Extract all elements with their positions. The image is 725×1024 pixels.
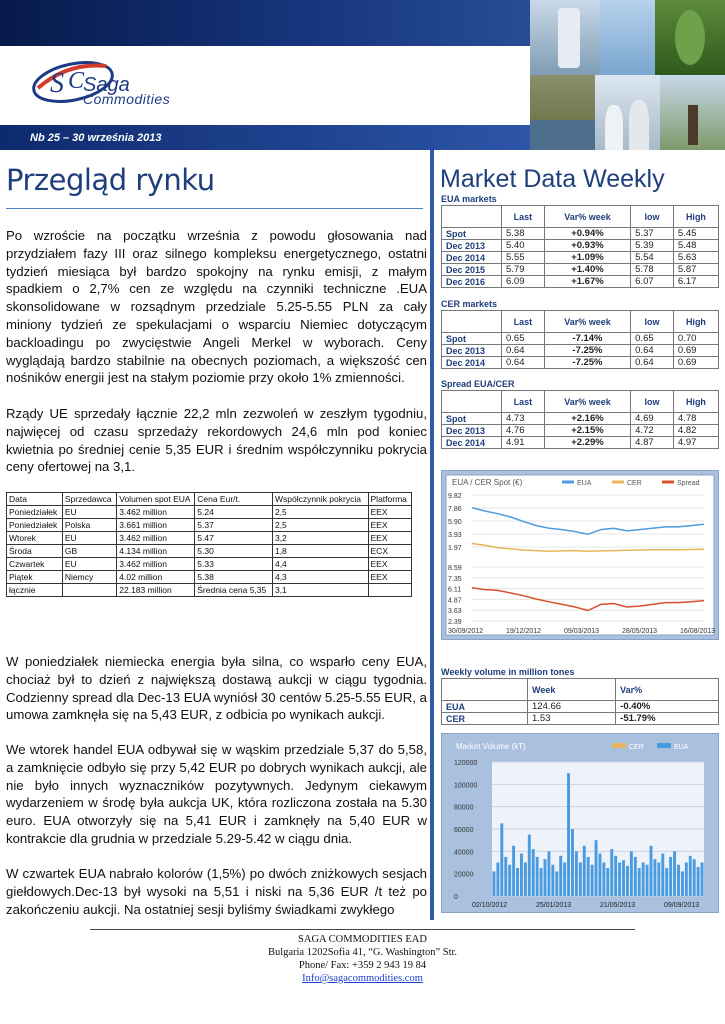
market-header-row: [442, 311, 719, 333]
spread-label: Spread EUA/CER: [441, 379, 515, 389]
market-cell: 0.64: [631, 357, 674, 369]
x-tick-label: 19/12/2012: [506, 628, 542, 635]
table-cell: 2,5: [272, 519, 368, 532]
table-cell: 5.30: [195, 545, 273, 558]
market-header-cell: [442, 206, 502, 228]
market-header-cell: Last: [502, 311, 545, 333]
market-header-row: [442, 206, 719, 228]
paragraph-1: Po wzroście na początku września z powodu głosowania nad przydziałem fazy III oraz silnego kompleksu energetycznego, ostatni tydzień miesiąca był bardzo spokojny na rynku emisji, z małym spadkiem o 2,7% cen ze względu na czynniki techniczne .EUA skonsolidowane w rozsądnym przedziale 5.25-5.55 PLN za cały miniony tydzień ze spekulacjami o wsparciu Niemiec dotyczącym backloadingu po zwycięstwie Angeli Merkel w wyborach. Ceny wyglądają bardzo stabilnie na obecnych poziomach, a większość cen nośników energii jest na stałym poziomie przy około 1% zmienności.: [6, 228, 427, 386]
y-tick-label: 3.93: [448, 532, 462, 539]
market-data-title: Market Data Weekly: [440, 165, 665, 193]
market-cell: 6.07: [631, 276, 674, 288]
table-header-cell: Sprzedawca: [62, 493, 116, 506]
page-header: [0, 0, 725, 150]
table-cell: GB: [62, 545, 116, 558]
logo-text-saga: Saga: [83, 74, 130, 96]
market-cell: 5.54: [631, 252, 674, 264]
market-cell: 5.37: [631, 228, 674, 240]
market-cell: 5.87: [673, 264, 718, 276]
market-cell: 5.63: [673, 252, 718, 264]
volume-bar: [496, 863, 499, 897]
market-cell: +1.09%: [544, 252, 630, 264]
market-header-cell: low: [631, 206, 674, 228]
volume-bar: [697, 867, 700, 896]
market-cell: 0.65: [502, 333, 545, 345]
paragraph-5: W czwartek EUA nabrało kolorów (1,5%) po dwóch zniżkowych sesjach giełdowych.Dec-13 był wysoki na 5,51 i niski na 5,36 EUR /t też po zakończeniu aukcji. Na ostatniej sesji byliśmy świadkami zwykłego: [6, 866, 427, 917]
market-cell: Spot: [442, 413, 502, 425]
y-tick-label: 0: [454, 894, 458, 901]
volume-bar: [583, 846, 586, 896]
volume-bar: [661, 854, 664, 896]
volume-cell: -51.79%: [616, 713, 719, 725]
y-tick-label: 60000: [454, 827, 474, 834]
market-header-cell: High: [673, 391, 718, 413]
chart-title: EUA / CER Spot (€): [452, 478, 523, 487]
y-tick-label: 8.59: [448, 565, 462, 572]
market-header-cell: [442, 391, 502, 413]
volume-bar: [634, 857, 637, 896]
table-cell: 3.661 million: [117, 519, 195, 532]
y-tick-label: 80000: [454, 804, 474, 812]
volume-cell: EUA: [442, 701, 528, 713]
market-cell: Dec 2013: [442, 240, 502, 252]
x-tick-label: 28/05/2013: [622, 628, 658, 635]
footer-company: SAGA COMMODITIES EAD: [298, 934, 427, 945]
market-header-cell: High: [673, 311, 718, 333]
table-cell: EEX: [368, 571, 411, 584]
market-row: [442, 228, 719, 240]
issue-bar: [0, 125, 530, 150]
y-tick-label: 9.82: [448, 493, 462, 500]
page-title: Przegląd rynku: [6, 163, 215, 197]
volume-bar: [587, 857, 590, 896]
market-cell: 0.69: [673, 345, 718, 357]
market-row: [442, 252, 719, 264]
y-tick-label: 4.87: [448, 597, 462, 605]
legend-swatch: [657, 743, 671, 748]
volume-bar: [563, 863, 566, 897]
volume-cell: 1.53: [528, 713, 616, 725]
table-cell: Poniedziałek: [7, 519, 63, 532]
volume-bar: [701, 863, 704, 897]
paragraph-2: Rządy UE sprzedały łącznie 22,2 mln zezwoleń w zeszłym tygodniu, najwięcej od czasu sprzedaży rekordowych 24,6 mln pod koniec kwietnia po średniej cenie 5,35 EUR i średnim współczynniku pokrycia ceny ofertowej na 3,1.: [6, 406, 427, 475]
market-cell: 4.87: [631, 437, 674, 449]
market-cell: 5.55: [502, 252, 545, 264]
volume-row: [442, 713, 719, 725]
market-cell: Dec 2014: [442, 357, 502, 369]
table-row: [7, 584, 412, 597]
market-cell: 4.76: [502, 425, 545, 437]
volume-header-cell: Week: [528, 679, 616, 701]
volume-bar: [606, 868, 609, 896]
market-cell: 5.48: [673, 240, 718, 252]
table-cell: EU: [62, 532, 116, 545]
volume-bar: [642, 863, 645, 897]
legend-label: CER: [627, 480, 642, 487]
market-header-cell: Var% week: [544, 311, 630, 333]
market-cell: Dec 2013: [442, 425, 502, 437]
y-tick-label: 1.97: [448, 545, 462, 552]
volume-bar: [520, 854, 523, 896]
market-cell: -7.25%: [544, 357, 630, 369]
y-tick-label: 120000: [454, 760, 478, 767]
market-cell: 0.64: [631, 345, 674, 357]
spread-table: [441, 390, 719, 449]
table-cell: 2,5: [272, 506, 368, 519]
photo-forest: [655, 0, 725, 75]
table-cell: 5.37: [195, 519, 273, 532]
market-cell: 5.38: [502, 228, 545, 240]
y-tick-label: 20000: [454, 871, 474, 879]
market-cell: Dec 2014: [442, 437, 502, 449]
footer: [0, 933, 725, 985]
footer-address: Bulgaria 1202Sofia 41, “G. Washington” Str.: [267, 947, 458, 958]
table-cell: 4.134 million: [117, 545, 195, 558]
table-cell: Niemcy: [62, 571, 116, 584]
market-header-cell: low: [631, 391, 674, 413]
volume-bar: [618, 863, 621, 897]
table-row: [7, 506, 412, 519]
table-header-cell: Platforma: [368, 493, 411, 506]
volume-table: [441, 678, 719, 725]
table-cell: 4,3: [272, 571, 368, 584]
volume-bar: [493, 871, 496, 896]
market-header-cell: Last: [502, 391, 545, 413]
table-cell: 4.02 million: [117, 571, 195, 584]
volume-bar: [622, 860, 625, 896]
volume-bar: [599, 854, 602, 896]
table-cell: 5.47: [195, 532, 273, 545]
market-cell: 0.70: [673, 333, 718, 345]
market-cell: Dec 2016: [442, 276, 502, 288]
volume-bar: [540, 868, 543, 896]
x-tick-label: 21/05/2013: [600, 902, 636, 909]
market-cell: 5.39: [631, 240, 674, 252]
volume-bar: [614, 856, 617, 896]
market-header-cell: Last: [502, 206, 545, 228]
table-cell: EU: [62, 506, 116, 519]
market-cell: -7.25%: [544, 345, 630, 357]
table-cell: Czwartek: [7, 558, 63, 571]
market-cell: +2.16%: [544, 413, 630, 425]
volume-bar: [650, 846, 653, 896]
table-cell: 1,8: [272, 545, 368, 558]
issue-date: Nb 25 – 30 września 2013: [30, 132, 162, 144]
table-cell: Średnia cena 5,35: [195, 584, 273, 597]
plot-area: [446, 475, 714, 635]
y-tick-label: 40000: [454, 849, 474, 857]
volume-bar: [571, 829, 574, 896]
table-cell: 3.462 million: [117, 506, 195, 519]
table-cell: 5.24: [195, 506, 273, 519]
market-cell: 6.17: [673, 276, 718, 288]
volume-bar: [685, 863, 688, 897]
table-cell: [62, 584, 116, 597]
volume-bar: [657, 863, 660, 897]
volume-bar: [500, 823, 503, 896]
market-header-row: [442, 391, 719, 413]
table-header-cell: Data: [7, 493, 63, 506]
table-cell: EEX: [368, 558, 411, 571]
market-cell: 5.40: [502, 240, 545, 252]
table-header-cell: Współczynnik pokrycia: [272, 493, 368, 506]
market-cell: Dec 2015: [442, 264, 502, 276]
volume-bar: [532, 849, 535, 896]
logo-text-commodities: Commodities: [83, 91, 171, 107]
volume-bar: [551, 865, 554, 896]
market-cell: 0.65: [631, 333, 674, 345]
volume-bar: [559, 856, 562, 896]
market-cell: Dec 2014: [442, 252, 502, 264]
market-cell: 0.64: [502, 357, 545, 369]
market-volume-chart: [441, 733, 719, 913]
svg-text:S: S: [50, 68, 64, 99]
table-cell: EU: [62, 558, 116, 571]
volume-bar: [626, 866, 629, 896]
legend-label: EUA: [674, 744, 689, 751]
market-cell: +1.40%: [544, 264, 630, 276]
market-row: [442, 264, 719, 276]
column-divider: [430, 150, 434, 920]
volume-bar: [602, 863, 605, 897]
legend-label: Spread: [677, 480, 700, 487]
x-tick-label: 30/09/2012: [448, 628, 484, 635]
market-row: [442, 276, 719, 288]
y-tick-label: 2.39: [448, 619, 462, 626]
market-cell: +2.15%: [544, 425, 630, 437]
market-cell: 4.78: [673, 413, 718, 425]
table-cell: łącznie: [7, 584, 63, 597]
table-row: [7, 545, 412, 558]
title-underline: [6, 208, 423, 209]
volume-label: Weekly volume in million tones: [441, 667, 575, 677]
market-cell: Spot: [442, 333, 502, 345]
table-cell: 5.38: [195, 571, 273, 584]
volume-cell: CER: [442, 713, 528, 725]
table-cell: 3.462 million: [117, 558, 195, 571]
market-cell: -7.14%: [544, 333, 630, 345]
volume-bar: [693, 859, 696, 896]
table-row: [7, 558, 412, 571]
header-band: [0, 0, 530, 46]
market-cell: 4.72: [631, 425, 674, 437]
market-cell: 4.91: [502, 437, 545, 449]
market-cell: Dec 2013: [442, 345, 502, 357]
table-header-cell: Volumen spot EUA: [117, 493, 195, 506]
market-cell: 0.69: [673, 357, 718, 369]
x-tick-label: 02/10/2012: [472, 902, 508, 909]
market-header-cell: [442, 311, 502, 333]
photo-power-plant: [595, 75, 660, 150]
market-header-cell: low: [631, 311, 674, 333]
volume-header-row: [442, 679, 719, 701]
table-cell: Wtorek: [7, 532, 63, 545]
market-row: [442, 345, 719, 357]
market-row: [442, 357, 719, 369]
volume-header-cell: Var%: [616, 679, 719, 701]
volume-bar: [638, 868, 641, 896]
market-cell: 5.78: [631, 264, 674, 276]
volume-bar: [524, 863, 527, 897]
volume-bar: [646, 865, 649, 896]
y-tick-label: 6.11: [448, 586, 462, 594]
volume-bar: [689, 856, 692, 896]
volume-bar: [544, 859, 547, 896]
market-row: [442, 437, 719, 449]
volume-bar: [681, 871, 684, 896]
volume-bar: [555, 871, 558, 896]
paragraph-4: We wtorek handel EUA odbywał się w wąskim przedziale 5,37 do 5,58, a zamknięcie odbyło się przy 5,42 EUR po dobrych wynikach aukcji, ale nie było innych wyznaczników pozytywnych. Jedynym ciekawym wydarzeniem w środę była aukcja UK, która rozliczona została na 5.30 euro. EUA otworzyły się na 5,41 EUR i zamknęły na 5,40 EUR w kontrakcie dla grudnia w przedziale 5.29-5.42 w ciągu dnia.: [6, 742, 427, 846]
volume-cell: -0.40%: [616, 701, 719, 713]
table-row: [7, 571, 412, 584]
market-cell: 5.45: [673, 228, 718, 240]
volume-bar: [673, 851, 676, 896]
market-cell: 4.73: [502, 413, 545, 425]
table-cell: ECX: [368, 545, 411, 558]
chart-title: Market Volume (kT): [456, 742, 526, 751]
table-row: [7, 519, 412, 532]
y-tick-label: 7.86: [448, 506, 462, 513]
volume-bar: [591, 865, 594, 896]
svg-text:C: C: [68, 68, 85, 94]
table-cell: EEX: [368, 532, 411, 545]
table-header-cell: Cena Eur/t.: [195, 493, 273, 506]
volume-bar: [508, 865, 511, 896]
table-cell: 22.183 million: [117, 584, 195, 597]
spot-price-chart: [441, 470, 719, 640]
volume-bar: [528, 835, 531, 896]
table-cell: EEX: [368, 506, 411, 519]
table-cell: 3.462 million: [117, 532, 195, 545]
volume-header-cell: [442, 679, 528, 701]
volume-bar: [653, 859, 656, 896]
y-tick-label: 7.35: [448, 575, 462, 583]
volume-bar: [677, 865, 680, 896]
eua-markets-label: EUA markets: [441, 194, 497, 204]
volume-cell: 124.66: [528, 701, 616, 713]
volume-bar: [504, 857, 507, 896]
market-cell: Spot: [442, 228, 502, 240]
x-tick-label: 16/08/2013: [680, 628, 716, 635]
table-cell: 5.33: [195, 558, 273, 571]
table-cell: Piątek: [7, 571, 63, 584]
cer-markets-label: CER markets: [441, 299, 498, 309]
market-cell: +2.29%: [544, 437, 630, 449]
volume-bar: [669, 857, 672, 896]
paragraph-3: W poniedziałek niemiecka energia była silna, co wsparło ceny EUA, chociaż był to dzień z największą dostawą aukcji w ciągu tygodnia. Codzienny spread dla Dec-13 EUA wyniósł 30 centów 5.25-5.55 EUR, a umowa zamknęła się na 5,43 EUR, z odbicia po wynikach aukcji.: [6, 654, 427, 723]
volume-bar: [665, 868, 668, 896]
market-cell: +0.93%: [544, 240, 630, 252]
market-header-cell: High: [673, 206, 718, 228]
market-cell: 4.97: [673, 437, 718, 449]
market-cell: 4.69: [631, 413, 674, 425]
x-tick-label: 25/01/2013: [536, 902, 572, 909]
market-header-cell: Var% week: [544, 391, 630, 413]
footer-rule: [90, 929, 635, 930]
market-cell: 4.82: [673, 425, 718, 437]
market-cell: +1.67%: [544, 276, 630, 288]
footer-phone: Phone/ Fax: +359 2 943 19 84: [298, 960, 427, 971]
table-cell: Polska: [62, 519, 116, 532]
legend-label: CER: [629, 744, 644, 751]
volume-row: [442, 701, 719, 713]
y-tick-label: 3.63: [448, 608, 462, 616]
header-photo-collage: [530, 0, 725, 150]
table-cell: 3,2: [272, 532, 368, 545]
market-cell: 6.09: [502, 276, 545, 288]
cer-markets-table: [441, 310, 719, 369]
photo-sky: [600, 0, 655, 75]
market-header-cell: Var% week: [544, 206, 630, 228]
market-row: [442, 333, 719, 345]
volume-bar: [630, 851, 633, 896]
market-row: [442, 240, 719, 252]
legend-label: EUA: [577, 480, 592, 487]
volume-bar: [579, 863, 582, 897]
photo-windmill: [660, 75, 725, 150]
volume-bar: [567, 773, 570, 896]
photo-industry: [530, 0, 600, 75]
volume-bar: [516, 868, 519, 896]
auction-table: [6, 492, 412, 597]
table-cell: Poniedziałek: [7, 506, 63, 519]
table-cell: Środa: [7, 545, 63, 558]
eua-markets-table: [441, 205, 719, 288]
market-cell: +0.94%: [544, 228, 630, 240]
volume-bar: [512, 846, 515, 896]
volume-bar: [547, 851, 550, 896]
y-tick-label: 5.90: [448, 519, 462, 526]
x-tick-label: 09/03/2013: [564, 628, 600, 635]
y-tick-label: 100000: [454, 782, 478, 790]
volume-bar: [536, 857, 539, 896]
table-row: [7, 532, 412, 545]
market-cell: 5.79: [502, 264, 545, 276]
footer-email-link[interactable]: Info@sagacommodities.com: [302, 973, 423, 984]
legend-swatch: [612, 743, 626, 748]
table-cell: EEX: [368, 519, 411, 532]
photo-lake: [530, 75, 595, 150]
table-cell: 3,1: [272, 584, 368, 597]
market-row: [442, 425, 719, 437]
market-cell: 0.64: [502, 345, 545, 357]
volume-bar: [610, 849, 613, 896]
market-row: [442, 413, 719, 425]
volume-bar: [595, 840, 598, 896]
table-cell: [368, 584, 411, 597]
table-cell: 4,4: [272, 558, 368, 571]
x-tick-label: 09/09/2013: [664, 902, 700, 909]
table-header-row: [7, 493, 412, 506]
volume-bar: [575, 851, 578, 896]
